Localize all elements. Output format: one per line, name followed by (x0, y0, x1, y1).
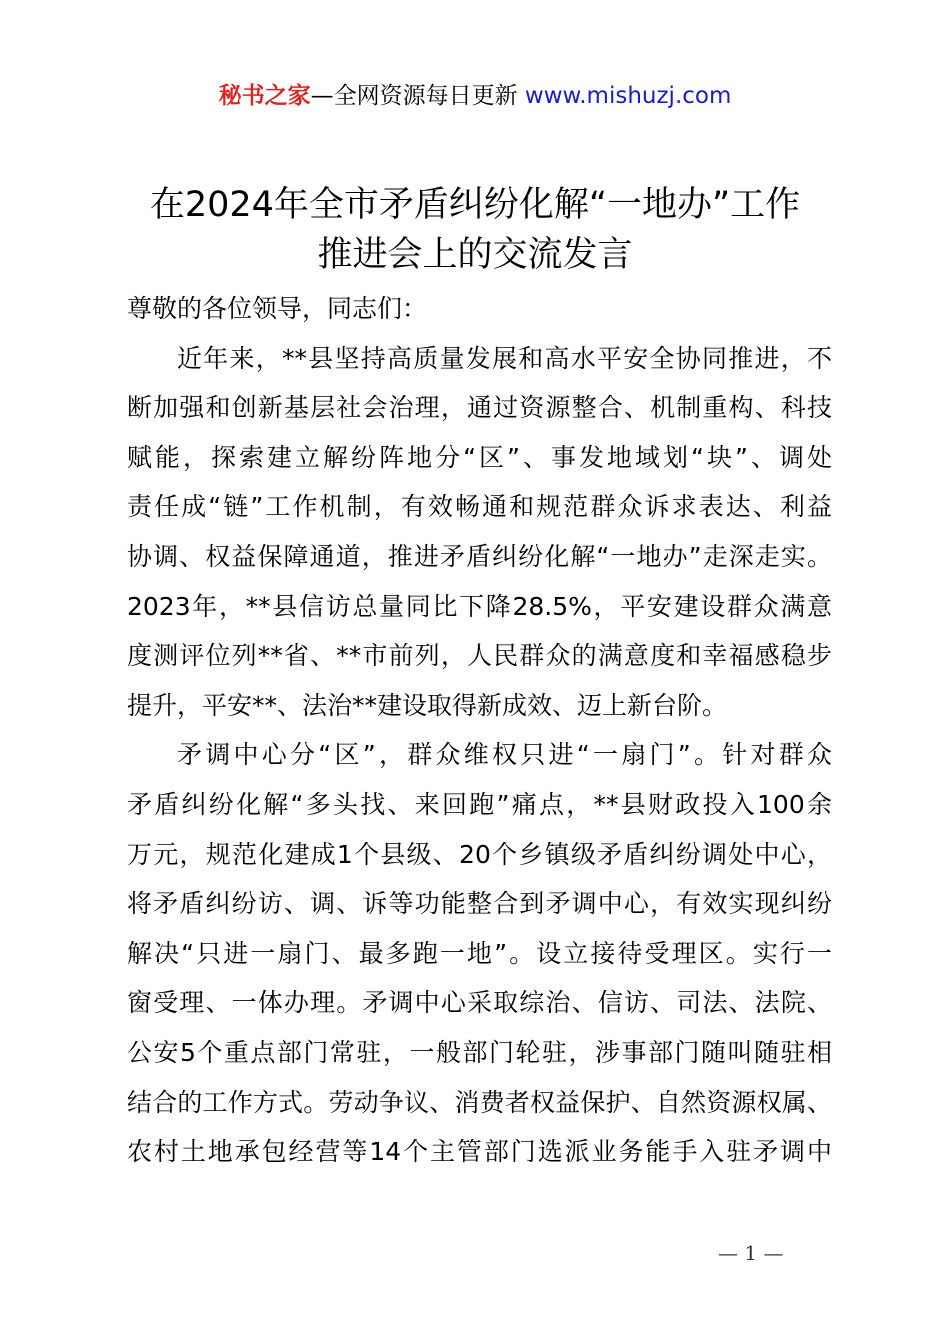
paragraph-line: 责任成“链”工作机制，有效畅通和规范群众诉求表达、利益 (127, 492, 832, 522)
paragraph-line: 度测评位列**省、**市前列，人民群众的满意度和幸福感稳步 (127, 641, 832, 671)
document-body (127, 284, 832, 1177)
paragraph-line: 将矛盾纠纷访、调、诉等功能整合到矛调中心，有效实现纠纷 (127, 889, 832, 919)
page-number: — 1 — (718, 1241, 784, 1265)
site-tagline: —全网资源每日更新 (310, 83, 518, 109)
site-brand: 秘书之家 (218, 83, 311, 109)
paragraph-line: 万元，规范化建成1个县级、20个乡镇级矛盾纠纷调处中心， (127, 839, 832, 869)
paragraph-1 (127, 334, 832, 731)
paragraph-line: 断加强和创新基层社会治理，通过资源整合、机制重构、科技 (127, 393, 832, 423)
paragraph-line: 赋能，探索建立解纷阵地分“区”、事发地域划“块”、调处 (127, 442, 832, 472)
title-line-2: 推进会上的交流发言 (317, 235, 633, 275)
paragraph-line: 提升，平安**、法治**建设取得新成效、迈上新台阶。 (127, 690, 728, 720)
document-title (60, 180, 890, 280)
paragraph-line: 协调、权益保障通道，推进矛盾纠纷化解“一地办”走深走实。 (127, 541, 832, 571)
paragraph-line: 解决“只进一扇门、最多跑一地”。设立接待受理区。实行一 (127, 938, 832, 968)
salutation: 尊敬的各位领导，同志们： (127, 294, 428, 323)
paragraph-line: 公安5个重点部门常驻，一般部门轮驻，涉事部门随叫随驻相 (127, 1037, 832, 1067)
title-line-1: 在2024年全市矛盾纠纷化解“一地办”工作 (149, 185, 801, 225)
paragraph-line: 2023年，**县信访总量同比下降28.5%，平安建设群众满意 (127, 591, 832, 621)
paragraph-line: 农村土地承包经营等14个主管部门选派业务能手入驻矛调中 (127, 1137, 832, 1167)
site-url-link[interactable]: www.mishuzj.com (524, 83, 732, 109)
paragraph-line: 窗受理、一体办理。矛调中心采取综治、信访、司法、法院、 (127, 988, 832, 1018)
paragraph-line: 结合的工作方式。劳动争议、消费者权益保护、自然资源权属、 (127, 1087, 832, 1117)
paragraph-line: 矛调中心分“区”，群众维权只进“一扇门”。针对群众 (177, 740, 832, 770)
paragraph-line: 近年来，**县坚持高质量发展和高水平安全协同推进，不 (177, 343, 832, 373)
paragraph-2 (127, 730, 832, 1176)
site-header (0, 78, 950, 114)
paragraph-line: 矛盾纠纷化解“多头找、来回跑”痛点，**县财政投入100余 (127, 789, 832, 819)
